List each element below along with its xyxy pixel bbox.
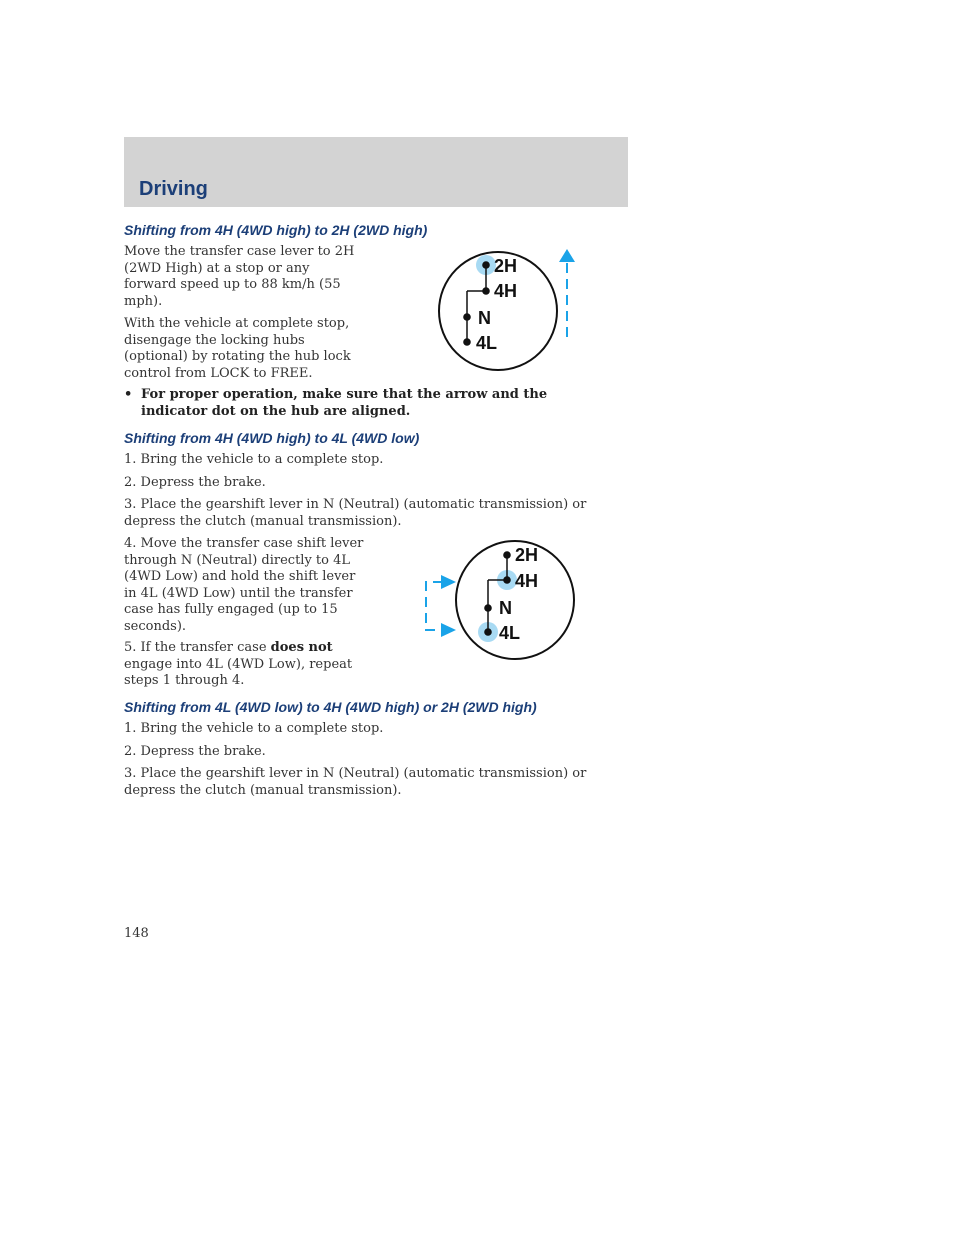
label-n: N xyxy=(478,308,491,328)
heading-4h-to-4l: Shifting from 4H (4WD high) to 4L (4WD low) xyxy=(124,430,420,446)
step-4 xyxy=(124,536,363,635)
step-2: 2. Depress the brake. xyxy=(124,744,266,759)
text-line: 3. Place the gearshift lever in N (Neutral) (automatic transmission) or xyxy=(124,766,587,781)
paragraph-hub-lock xyxy=(124,316,351,382)
label-4l: 4L xyxy=(476,333,498,353)
text-line: forward speed up to 88 km/h (55 xyxy=(124,277,341,292)
label-4h: 4H xyxy=(494,281,518,301)
text-line: depress the clutch (manual transmission). xyxy=(124,782,402,798)
text-line: With the vehicle at complete stop, xyxy=(124,316,350,331)
position-dot-4h xyxy=(503,576,511,584)
step-3 xyxy=(124,497,586,530)
emphasis-does-not: does not xyxy=(270,640,333,655)
text-line: case has fully engaged (up to 15 xyxy=(124,602,338,617)
position-dot-2h xyxy=(482,261,490,269)
step-2: 2. Depress the brake. xyxy=(124,475,266,490)
shift-diagram-4h-to-2h xyxy=(430,245,590,375)
arrow-up-icon xyxy=(559,249,575,262)
text-line: Move the transfer case lever to 2H xyxy=(124,244,355,259)
text-line: (2WD High) at a stop or any xyxy=(124,260,310,276)
label-2h: 2H xyxy=(515,545,539,565)
step-1: 1. Bring the vehicle to a complete stop. xyxy=(124,452,384,467)
text-line: 4. Move the transfer case shift lever xyxy=(124,536,364,551)
step-1: 1. Bring the vehicle to a complete stop. xyxy=(124,721,384,736)
page-number: 148 xyxy=(124,926,149,941)
heading-4l-to-4h-or-2h: Shifting from 4L (4WD low) to 4H (4WD high) or 2H (2WD high) xyxy=(124,699,537,715)
direction-arrow-path xyxy=(426,582,443,630)
text-line: (optional) by rotating the hub lock xyxy=(124,349,351,364)
text-line: 3. Place the gearshift lever in N (Neutral) (automatic transmission) or xyxy=(124,497,587,512)
shift-diagram-4h-to-4l xyxy=(415,538,585,668)
position-dot-4l xyxy=(484,628,492,636)
text-line: (4WD Low) and hold the shift lever xyxy=(124,569,356,584)
text-span: 5. If the transfer case xyxy=(124,640,271,655)
text-line: engage into 4L (4WD Low), repeat xyxy=(124,656,353,672)
text-line: depress the clutch (manual transmission). xyxy=(124,513,402,529)
label-n: N xyxy=(499,598,512,618)
position-dot-4l xyxy=(463,338,471,346)
arrow-right-icon xyxy=(441,575,456,589)
arrow-right-icon xyxy=(441,623,456,637)
position-dot-n xyxy=(463,313,471,321)
position-dot-n xyxy=(484,604,492,612)
text-line: indicator dot on the hub are aligned. xyxy=(141,403,411,419)
text-line: steps 1 through 4. xyxy=(124,673,245,688)
text-line: in 4L (4WD Low) until the transfer xyxy=(124,585,353,601)
section-title: Driving xyxy=(139,178,208,200)
step-3 xyxy=(124,766,586,799)
text-line: mph). xyxy=(124,293,163,309)
step-5 xyxy=(124,640,352,690)
text-line: For proper operation, make sure that the arrow and the xyxy=(141,387,548,402)
text-line: through N (Neutral) directly to 4L xyxy=(124,552,351,568)
heading-4h-to-2h: Shifting from 4H (4WD high) to 2H (2WD high) xyxy=(124,222,428,238)
text-line: control from LOCK to FREE. xyxy=(124,365,313,381)
label-4l: 4L xyxy=(499,623,521,643)
section-header-band xyxy=(124,137,628,207)
paragraph-move-lever xyxy=(124,244,354,310)
position-dot-2h xyxy=(503,551,511,559)
bullet-dot: • xyxy=(124,387,133,402)
text-line: disengage the locking hubs xyxy=(124,332,305,348)
text-line: seconds). xyxy=(124,618,187,634)
position-dot-4h xyxy=(482,287,490,295)
label-4h: 4H xyxy=(515,571,539,591)
label-2h: 2H xyxy=(494,256,518,276)
